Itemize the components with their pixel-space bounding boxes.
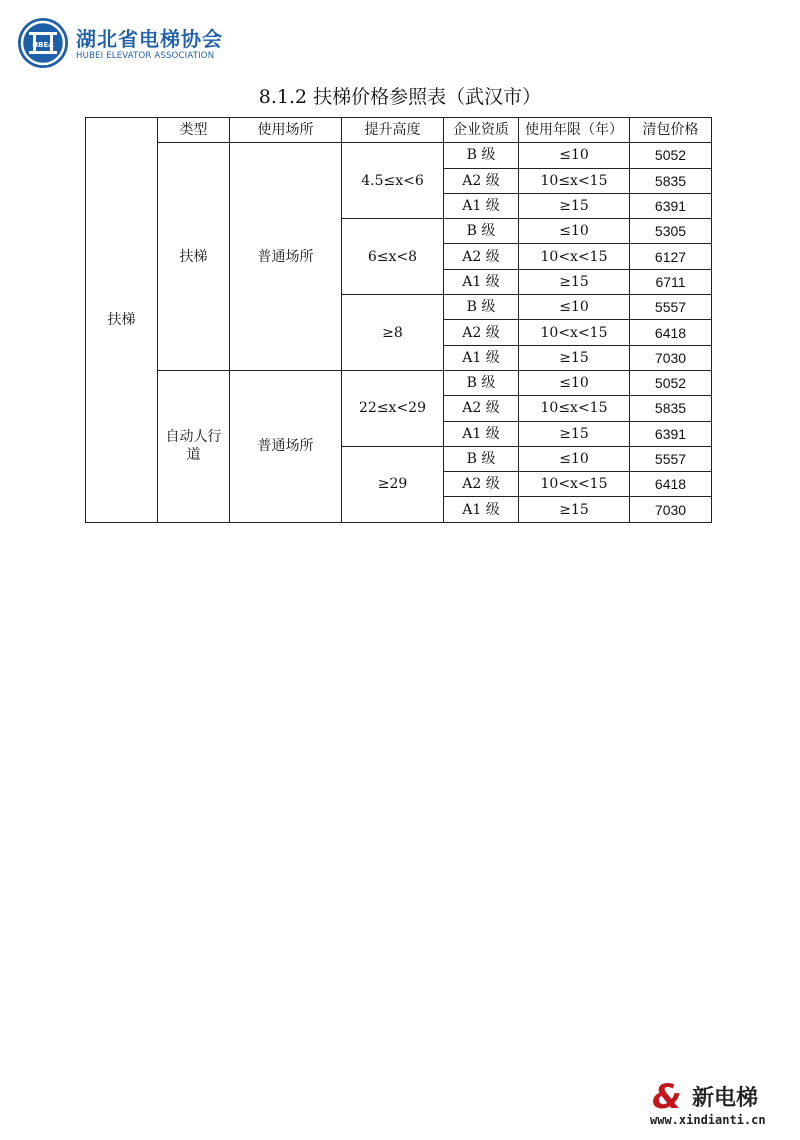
header-price: 清包价格 [630, 118, 712, 143]
type-cell: 扶梯 [158, 143, 230, 371]
header-place: 使用场所 [230, 118, 342, 143]
years-cell: ≤10 [519, 295, 630, 320]
price-cell: 5052 [630, 143, 712, 168]
price-cell: 5052 [630, 370, 712, 395]
watermark [648, 1075, 793, 1130]
table-row [86, 143, 712, 168]
header-qualification: 企业资质 [444, 118, 519, 143]
years-cell: ≥15 [519, 269, 630, 294]
years-cell: ≥15 [519, 345, 630, 370]
price-cell: 5835 [630, 396, 712, 421]
qualification-cell: A1 级 [444, 269, 519, 294]
years-cell: ≥15 [519, 497, 630, 522]
years-cell: 10<x<15 [519, 472, 630, 497]
table-row [86, 370, 712, 395]
qualification-cell: A2 级 [444, 472, 519, 497]
years-cell: ≥15 [519, 421, 630, 446]
years-cell: ≤10 [519, 219, 630, 244]
qualification-cell: A2 级 [444, 244, 519, 269]
price-table [85, 117, 712, 523]
hbea-logo [18, 18, 248, 74]
years-cell: 10<x<15 [519, 244, 630, 269]
height-cell: ≥8 [342, 295, 444, 371]
header-type: 类型 [158, 118, 230, 143]
watermark-logo-icon: & [652, 1077, 682, 1117]
qualification-cell: A1 级 [444, 497, 519, 522]
header-row [86, 118, 712, 143]
price-cell: 5305 [630, 219, 712, 244]
header-height: 提升高度 [342, 118, 444, 143]
height-cell: 6≤x<8 [342, 219, 444, 295]
qualification-cell: A2 级 [444, 168, 519, 193]
price-cell: 7030 [630, 345, 712, 370]
qualification-cell: B 级 [444, 370, 519, 395]
price-cell: 5557 [630, 446, 712, 471]
qualification-cell: A1 级 [444, 345, 519, 370]
price-cell: 6418 [630, 320, 712, 345]
price-cell: 5835 [630, 168, 712, 193]
price-cell: 5557 [630, 295, 712, 320]
watermark-url: www.xindianti.cn [650, 1113, 766, 1127]
years-cell: 10≤x<15 [519, 168, 630, 193]
height-cell: 22≤x<29 [342, 370, 444, 446]
place-cell: 普通场所 [230, 370, 342, 522]
qualification-cell: B 级 [444, 446, 519, 471]
org-name-cn: 湖北省电梯协会 [76, 27, 223, 51]
years-cell: ≥15 [519, 193, 630, 218]
page-title: 8.1.2 扶梯价格参照表（武汉市） [258, 86, 542, 108]
price-cell: 6711 [630, 269, 712, 294]
height-cell: ≥29 [342, 446, 444, 522]
price-cell: 6391 [630, 421, 712, 446]
years-cell: ≤10 [519, 446, 630, 471]
years-cell: 10≤x<15 [519, 396, 630, 421]
category-cell: 扶梯 [86, 118, 158, 523]
years-cell: ≤10 [519, 143, 630, 168]
place-cell: 普通场所 [230, 143, 342, 371]
org-name-en: HUBEI ELEVATOR ASSOCIATION [76, 51, 215, 61]
price-cell: 6127 [630, 244, 712, 269]
header-years: 使用年限（年） [519, 118, 630, 143]
price-cell: 6418 [630, 472, 712, 497]
hbea-emblem-icon [18, 18, 68, 68]
years-cell: 10<x<15 [519, 320, 630, 345]
watermark-name: 新电梯 [692, 1086, 759, 1111]
price-cell: 6391 [630, 193, 712, 218]
years-cell: ≤10 [519, 370, 630, 395]
height-cell: 4.5≤x<6 [342, 143, 444, 219]
price-cell: 7030 [630, 497, 712, 522]
logo-mark-text: HBEA [32, 41, 54, 49]
qualification-cell: A2 级 [444, 396, 519, 421]
type-cell: 自动人行道 [158, 370, 230, 522]
qualification-cell: B 级 [444, 295, 519, 320]
qualification-cell: B 级 [444, 143, 519, 168]
qualification-cell: A2 级 [444, 320, 519, 345]
qualification-cell: A1 级 [444, 421, 519, 446]
qualification-cell: A1 级 [444, 193, 519, 218]
qualification-cell: B 级 [444, 219, 519, 244]
